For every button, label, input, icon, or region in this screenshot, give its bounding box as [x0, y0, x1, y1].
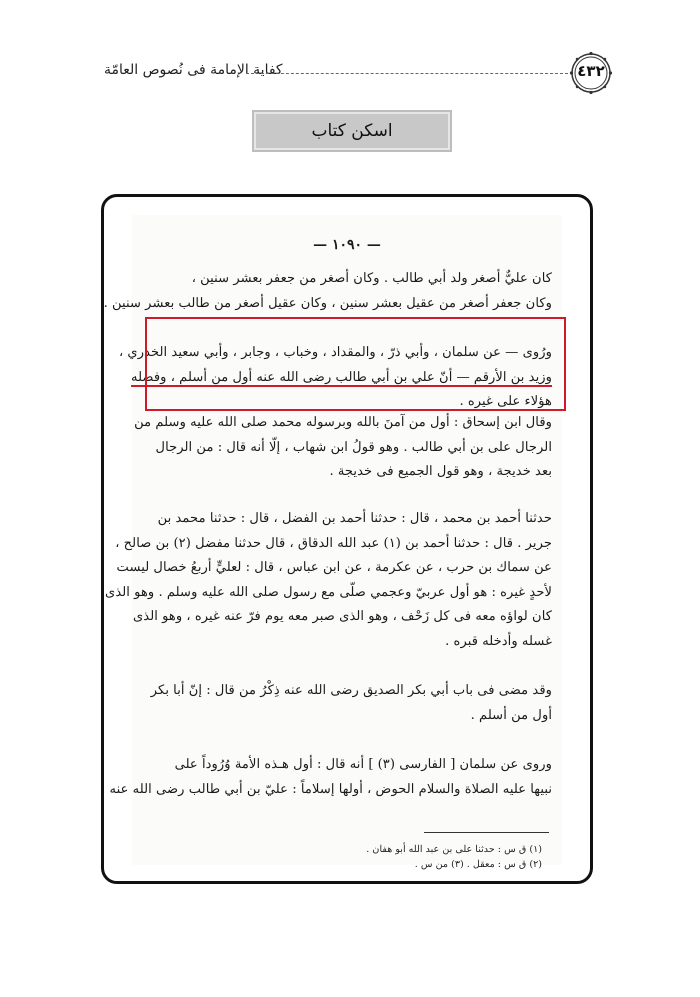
scan-page-number: — ١٠٩٠ — — [313, 237, 381, 253]
text-line: عن سماك بن حرب ، عن عكرمة ، عن ابن عباس ، قال : لعليٍّ أربعُ خصال ليست — [116, 560, 552, 576]
scan-book-label: اسكن كتاب — [254, 112, 450, 150]
text-line: أول من أسلم . — [470, 707, 552, 723]
paragraph-6 — [101, 753, 552, 802]
text-line: الرجال على بن أبي طالب . وهو قولُ ابن شهاب ، إلّا أنه قال : من الرجال — [155, 439, 552, 455]
footnote: (١) ق س : حدثنا على بن عبد الله أبو هفان . — [366, 844, 542, 855]
footnote: (٢) ق س : معقل . (٣) من س . — [414, 859, 542, 870]
page-header — [0, 0, 700, 110]
text-line: ورُوى — عن سلمان ، وأبي ذرّ ، والمقداد ، وخباب ، وجابر ، وأبي سعيد الخدري ، — [118, 345, 552, 360]
paragraph-3 — [134, 411, 552, 485]
text-line: كان عليٌّ أصغر ولد أبي طالب . وكان أصغر من جعفر بعشر سنين ، — [191, 271, 552, 286]
highlight-box — [118, 317, 566, 411]
text-line: غسله وأدخله قبره . — [445, 633, 552, 649]
text-line: وروى عن سلمان [ الفارسى (٣) ] أنه قال : أول هـذه الأمة وُرُوداً على — [174, 757, 552, 772]
underlined-phrase: هؤلاء على غيره . — [459, 394, 552, 410]
paragraph-4 — [105, 507, 552, 655]
page-number: ٤٣٢ — [577, 62, 605, 80]
scanned-page-frame — [101, 194, 593, 884]
scanned-page — [101, 215, 562, 870]
paragraph-5 — [146, 679, 552, 728]
text-line-underlined: وزيد بن الأرقم — أنّ علي بن أبي طالب رضى الله عنه أول من أسلم ، وفضله — [131, 369, 552, 385]
text-line: وقد مضى فى باب أبي بكر الصديق رضى الله عنه ذِكْرُ من قال : إنّ أبا بكر — [150, 683, 552, 698]
text-line: لأحدٍ غيره : هو أول عربيّ وعجمي صلّى مع رسول صلى الله عليه وسلم . وهو الذى — [105, 584, 552, 600]
header-divider — [246, 73, 568, 74]
page-number-badge — [566, 52, 616, 94]
footnotes — [342, 842, 542, 872]
text-line: جرير . قال : حدثنا أحمد بن (١) عبد الله الدقاق ، قال حدثنا مفضل (٢) بن صالح ، — [115, 535, 552, 551]
paragraph-1 — [103, 267, 552, 316]
text-line: بعد خديجة ، وهو قول الجميع فى خديجة . — [329, 464, 552, 480]
book-title: كفاية الإمامة فى نُصوص العامّة — [104, 62, 283, 78]
text-line: كان لواؤه معه فى كل زَحْف ، وهو الذى صبر معه يوم فرّ عنه غيره ، وهو الذى — [132, 609, 552, 625]
text-line: وقال ابن إسحاق : أول من آمنَ بالله وبرسوله محمد صلى الله عليه وسلم من — [134, 415, 552, 430]
text-line: نبيها عليه الصلاة والسلام الحوض ، أولها إسلاماً : عليّ بن أبي طالب رضى الله عنه . — [101, 781, 552, 797]
text-line: وكان جعفر أصغر من عقيل بعشر سنين ، وكان عقيل أصغر من طالب بعشر سنين . — [103, 295, 552, 311]
footnote-divider — [424, 832, 549, 833]
text-line: حدثنا أحمد بن محمد ، قال : حدثنا أحمد بن الفضل ، قال : حدثنا محمد بن — [157, 511, 552, 526]
